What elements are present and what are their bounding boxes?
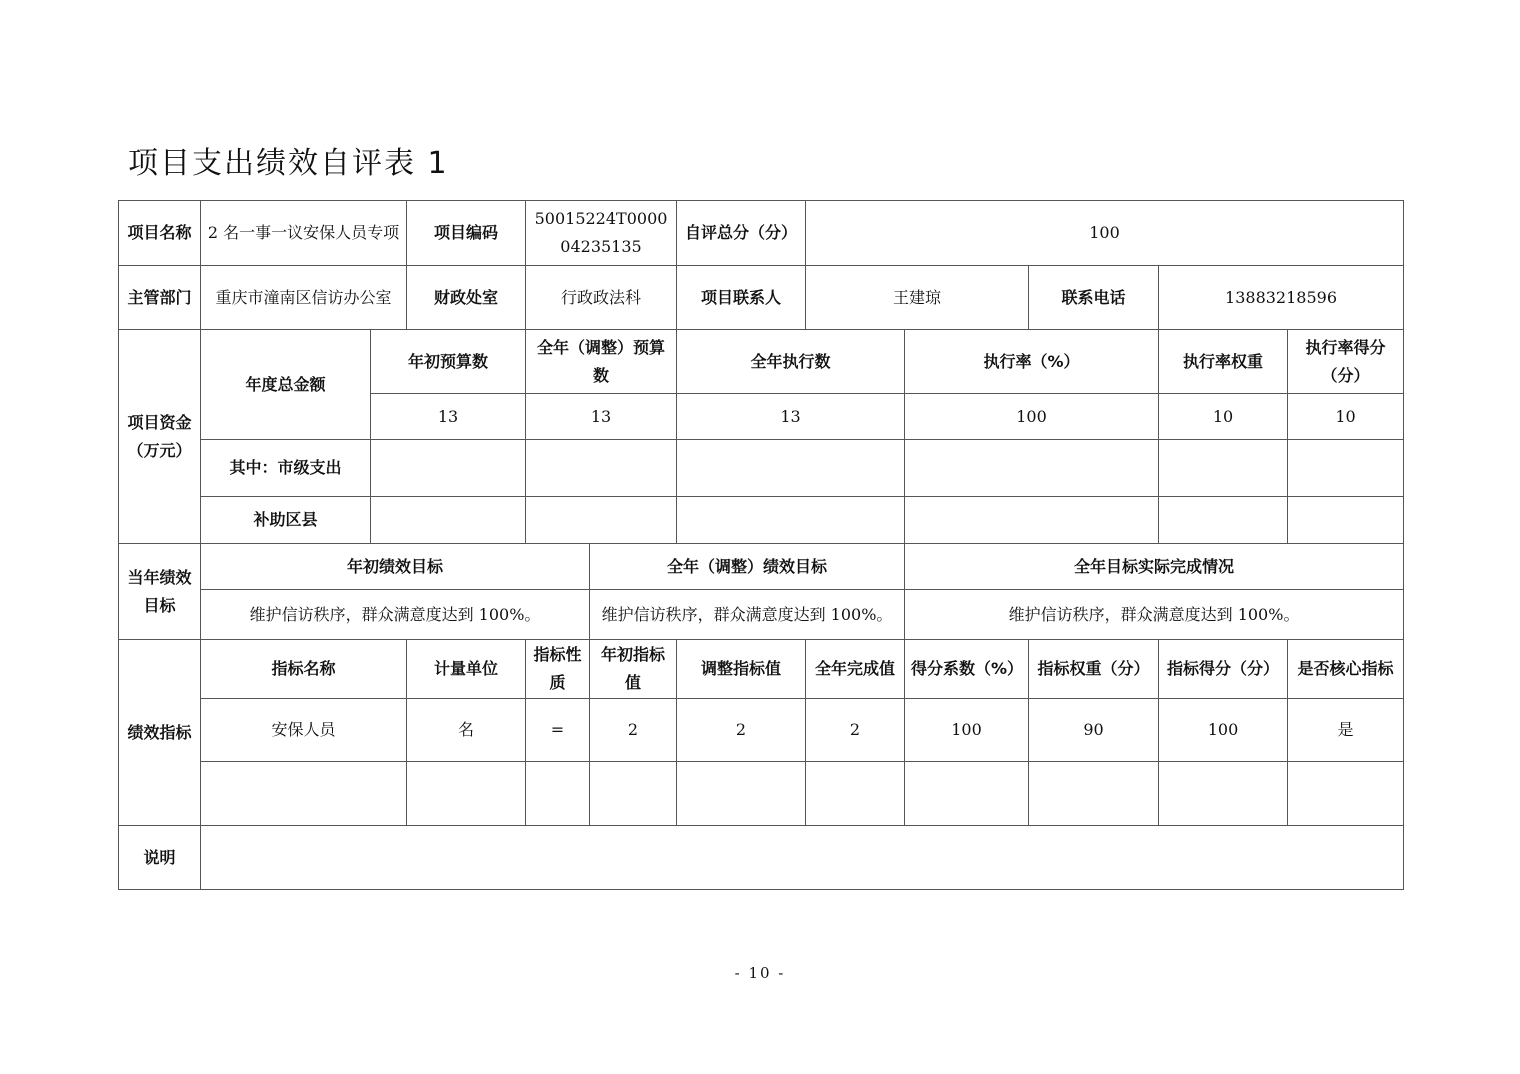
funds-value-adjusted-budget: 13 <box>526 394 677 440</box>
department-label: 主管部门 <box>119 266 201 330</box>
funds-label: 项目资金（万元） <box>119 330 201 544</box>
project-code-value: 50015224T000004235135 <box>526 201 677 266</box>
project-code-label: 项目编码 <box>407 201 526 266</box>
funds-header-row <box>119 330 1404 394</box>
funds-header-initial-budget: 年初预算数 <box>371 330 526 394</box>
self-score-value: 100 <box>806 201 1404 266</box>
county-subsidy-executed <box>677 497 905 544</box>
funds-value-executed: 13 <box>677 394 905 440</box>
county-subsidy-label: 补助区县 <box>201 497 371 544</box>
notes-value <box>201 826 1404 890</box>
funds-header-rate-score: 执行率得分（分） <box>1288 330 1404 394</box>
indicator-header-coefficient: 得分系数（%） <box>905 640 1029 699</box>
funds-value-rate-weight: 10 <box>1159 394 1288 440</box>
finance-office-value: 行政政法科 <box>526 266 677 330</box>
empty-cell <box>806 762 905 826</box>
notes-row <box>119 826 1404 890</box>
department-value: 重庆市潼南区信访办公室 <box>201 266 407 330</box>
indicator-header-completed: 全年完成值 <box>806 640 905 699</box>
adjusted-goal-text: 维护信访秩序，群众满意度达到 100%。 <box>590 590 905 640</box>
county-subsidy-initial <box>371 497 526 544</box>
annual-total-label: 年度总金额 <box>201 330 371 440</box>
funds-header-executed: 全年执行数 <box>677 330 905 394</box>
county-subsidy-score <box>1288 497 1404 544</box>
notes-label: 说明 <box>119 826 201 890</box>
project-info-row <box>119 201 1404 266</box>
indicator-coefficient: 100 <box>905 699 1029 762</box>
funds-header-rate-weight: 执行率权重 <box>1159 330 1288 394</box>
city-expense-rate <box>905 440 1159 497</box>
initial-goal-text: 维护信访秩序，群众满意度达到 100%。 <box>201 590 590 640</box>
funds-city-row <box>119 440 1404 497</box>
empty-cell <box>1029 762 1159 826</box>
empty-cell <box>905 762 1029 826</box>
table-row <box>119 699 1404 762</box>
indicators-label: 绩效指标 <box>119 640 201 826</box>
actual-goal-text: 维护信访秩序，群众满意度达到 100%。 <box>905 590 1404 640</box>
funds-header-adjusted-budget: 全年（调整）预算数 <box>526 330 677 394</box>
goals-header-row <box>119 544 1404 590</box>
indicators-header-row <box>119 640 1404 699</box>
empty-cell <box>677 762 806 826</box>
empty-cell <box>407 762 526 826</box>
indicator-unit: 名 <box>407 699 526 762</box>
empty-cell <box>201 762 407 826</box>
indicator-header-weight: 指标权重（分） <box>1029 640 1159 699</box>
funds-header-execution-rate: 执行率（%） <box>905 330 1159 394</box>
actual-goal-header: 全年目标实际完成情况 <box>905 544 1404 590</box>
indicator-initial: 2 <box>590 699 677 762</box>
empty-cell <box>526 762 590 826</box>
city-expense-score <box>1288 440 1404 497</box>
adjusted-goal-header: 全年（调整）绩效目标 <box>590 544 905 590</box>
empty-cell <box>1159 762 1288 826</box>
indicator-nature: = <box>526 699 590 762</box>
contact-person-label: 项目联系人 <box>677 266 806 330</box>
indicator-header-nature: 指标性质 <box>526 640 590 699</box>
indicator-score: 100 <box>1159 699 1288 762</box>
project-name-value: 2 名一事一议安保人员专项 <box>201 201 407 266</box>
indicator-core: 是 <box>1288 699 1404 762</box>
self-score-label: 自评总分（分） <box>677 201 806 266</box>
county-subsidy-rate <box>905 497 1159 544</box>
project-name-label: 项目名称 <box>119 201 201 266</box>
county-subsidy-weight <box>1159 497 1288 544</box>
table-row <box>119 762 1404 826</box>
indicator-header-adjusted: 调整指标值 <box>677 640 806 699</box>
funds-county-row <box>119 497 1404 544</box>
city-expense-initial <box>371 440 526 497</box>
empty-cell <box>590 762 677 826</box>
phone-label: 联系电话 <box>1029 266 1159 330</box>
indicator-header-name: 指标名称 <box>201 640 407 699</box>
indicator-header-score: 指标得分（分） <box>1159 640 1288 699</box>
indicator-weight: 90 <box>1029 699 1159 762</box>
goals-label: 当年绩效目标 <box>119 544 201 640</box>
page-number: - 10 - <box>734 964 786 982</box>
indicator-header-initial: 年初指标值 <box>590 640 677 699</box>
indicator-header-core: 是否核心指标 <box>1288 640 1404 699</box>
page-title: 项目支出绩效自评表 1 <box>128 146 449 181</box>
indicator-name: 安保人员 <box>201 699 407 762</box>
initial-goal-header: 年初绩效目标 <box>201 544 590 590</box>
empty-cell <box>1288 762 1404 826</box>
indicator-header-unit: 计量单位 <box>407 640 526 699</box>
funds-value-rate-score: 10 <box>1288 394 1404 440</box>
finance-office-label: 财政处室 <box>407 266 526 330</box>
performance-evaluation-table <box>118 200 1404 890</box>
city-expense-executed <box>677 440 905 497</box>
funds-value-initial-budget: 13 <box>371 394 526 440</box>
city-expense-adjusted <box>526 440 677 497</box>
city-expense-weight <box>1159 440 1288 497</box>
indicator-completed: 2 <box>806 699 905 762</box>
goals-text-row <box>119 590 1404 640</box>
indicator-adjusted: 2 <box>677 699 806 762</box>
phone-value: 13883218596 <box>1159 266 1404 330</box>
funds-value-execution-rate: 100 <box>905 394 1159 440</box>
contact-person-value: 王建琼 <box>806 266 1029 330</box>
city-expense-label: 其中：市级支出 <box>201 440 371 497</box>
county-subsidy-adjusted <box>526 497 677 544</box>
department-row <box>119 266 1404 330</box>
